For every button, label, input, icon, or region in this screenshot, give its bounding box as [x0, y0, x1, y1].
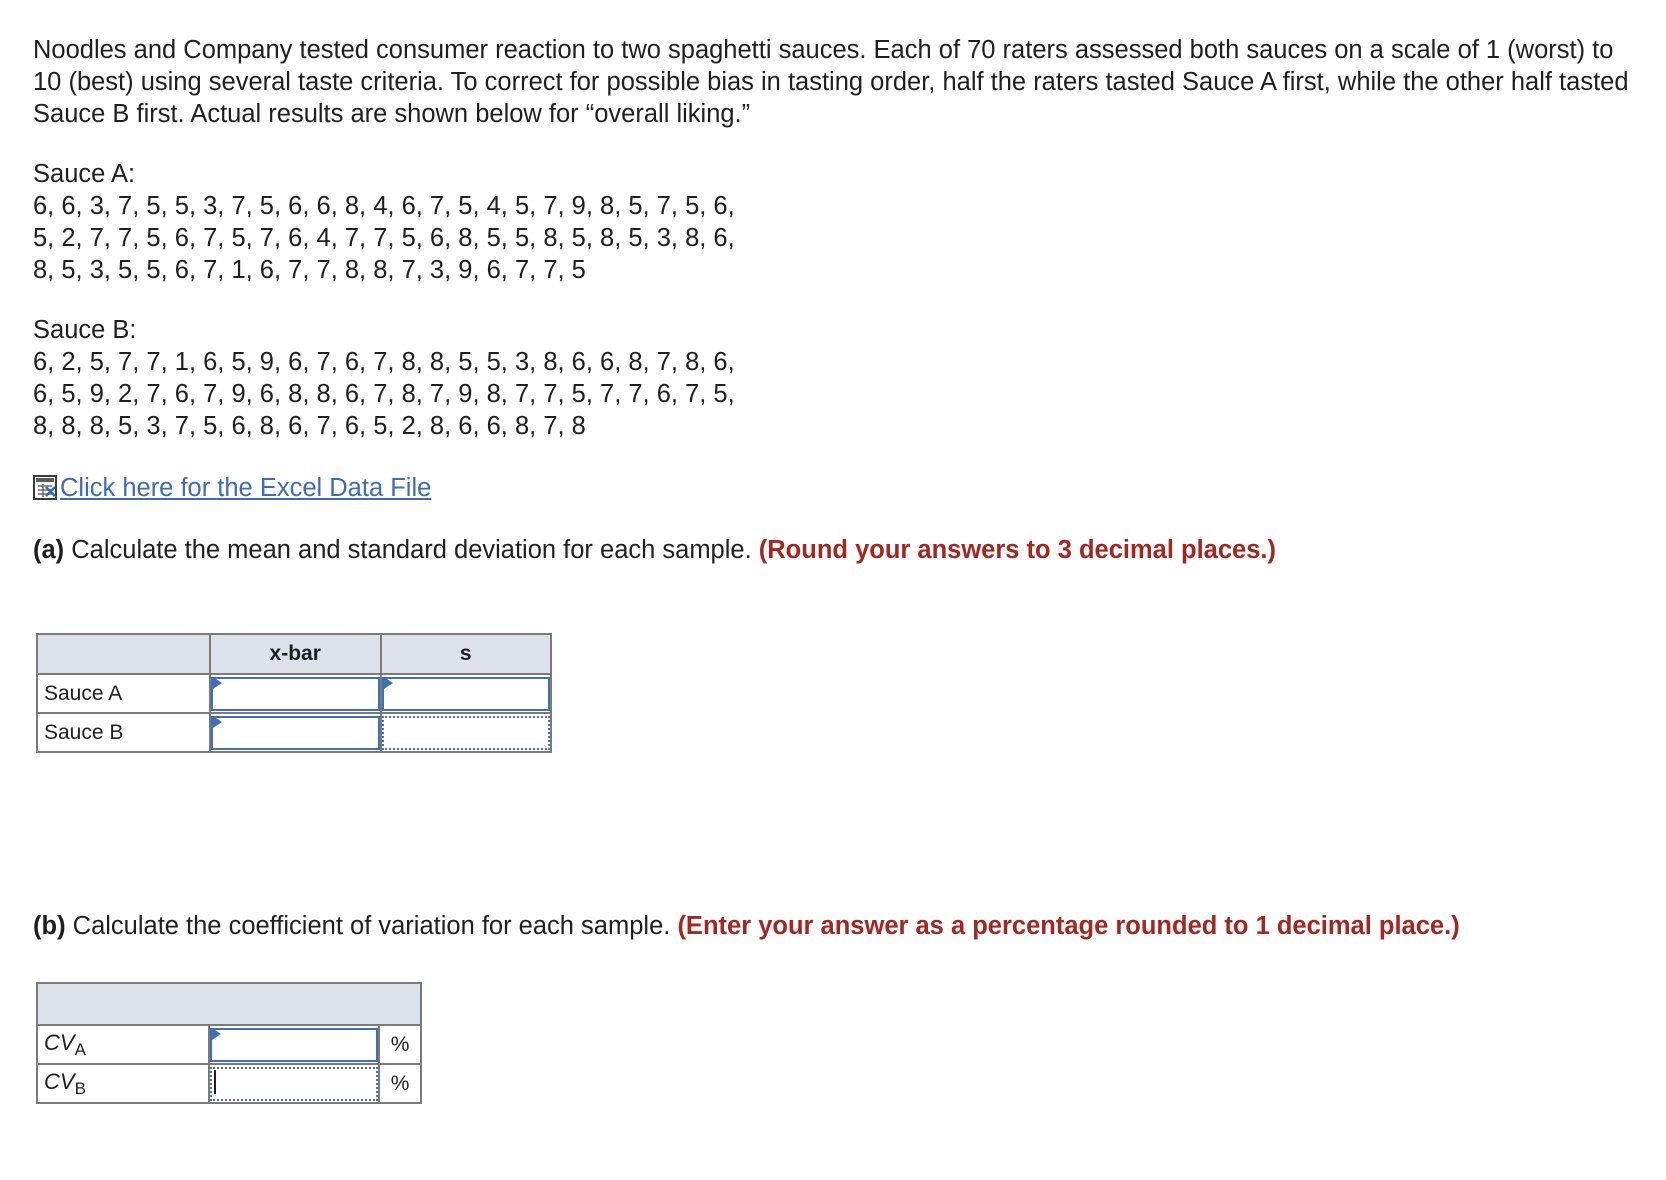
cv-a-cell	[209, 1025, 379, 1064]
excel-data-file-link[interactable]: Click here for the Excel Data File	[60, 473, 432, 502]
question-b-label: (b)	[33, 912, 66, 940]
cv-a-row-label	[37, 1025, 209, 1064]
cv-table-header	[37, 983, 421, 1025]
excel-data-file-link-row[interactable]	[33, 471, 1633, 505]
cv-b-subscript: B	[74, 1078, 86, 1098]
problem-intro: Noodles and Company tested consumer reaction to two spaghetti sauces. Each of 70 raters assessed both sauces on a scale of 1 (worst) to 10 (best) using several taste criteria. To correct for possible bias in tasting order, half the raters tasted Sauce A first, while the other half tasted Sauce B first. Actual results are shown below for “overall liking.”	[33, 36, 1629, 128]
sauce-a-s-cell	[381, 674, 551, 713]
sauce-b-line-2: 6, 5, 9, 2, 7, 6, 7, 9, 6, 8, 8, 6, 7, 8, 7, 9, 8, 7, 7, 5, 7, 7, 6, 7, 5,	[33, 380, 735, 408]
excel-file-icon[interactable]	[33, 475, 59, 501]
sauce-b-xbar-cell	[210, 713, 381, 752]
question-a-hint: (Round your answers to 3 decimal places.)	[758, 536, 1276, 564]
sauce-b-data	[33, 314, 1633, 442]
question-a	[33, 534, 1633, 566]
question-a-text: Calculate the mean and standard deviation for each sample.	[64, 536, 759, 564]
sauce-a-line-3: 8, 5, 3, 5, 5, 6, 7, 1, 6, 7, 7, 8, 8, 7, 3, 9, 6, 7, 7, 5	[33, 256, 586, 284]
mean-sd-table	[36, 633, 552, 753]
cv-b-cell	[209, 1064, 379, 1103]
sauce-b-s-input[interactable]	[382, 716, 550, 750]
s-column-header: s	[381, 634, 551, 674]
cv-a-input[interactable]	[210, 1028, 378, 1062]
cv-a-prefix: CV	[44, 1029, 75, 1055]
sauce-a-s-input[interactable]	[382, 677, 550, 711]
sauce-a-line-2: 5, 2, 7, 7, 5, 6, 7, 5, 7, 6, 4, 7, 7, 5, 6, 8, 5, 5, 8, 5, 8, 5, 3, 8, 6,	[33, 224, 735, 252]
sauce-a-row-label: Sauce A	[37, 674, 210, 713]
sauce-b-s-cell	[381, 713, 551, 752]
question-b-hint: (Enter your answer as a percentage rounded to 1 decimal place.)	[677, 912, 1460, 940]
cv-b-input[interactable]	[210, 1067, 378, 1101]
cv-a-percent-sign: %	[379, 1025, 421, 1064]
sauce-b-xbar-input[interactable]	[211, 716, 380, 750]
sauce-b-title: Sauce B:	[33, 316, 137, 344]
cv-a-subscript: A	[74, 1039, 86, 1059]
xbar-column-header: x-bar	[210, 634, 381, 674]
sauce-b-row-label: Sauce B	[37, 713, 210, 752]
sauce-b-line-3: 8, 8, 8, 5, 3, 7, 5, 6, 8, 6, 7, 6, 5, 2, 8, 6, 6, 8, 7, 8	[33, 412, 586, 440]
cv-b-percent-sign: %	[379, 1064, 421, 1103]
cv-b-row-label	[37, 1064, 209, 1103]
cv-b-prefix: CV	[44, 1068, 75, 1094]
question-a-label: (a)	[33, 536, 65, 564]
question-b-text: Calculate the coefficient of variation for each sample.	[65, 912, 678, 940]
text-cursor	[214, 1070, 216, 1094]
sauce-a-data	[33, 158, 1633, 286]
sauce-a-xbar-cell	[210, 674, 381, 713]
table-a-corner-header	[37, 634, 210, 674]
coefficient-of-variation-table	[36, 982, 422, 1104]
sauce-a-xbar-input[interactable]	[211, 677, 380, 711]
question-b	[33, 910, 1460, 942]
sauce-a-title: Sauce A:	[33, 160, 136, 188]
sauce-b-line-1: 6, 2, 5, 7, 7, 1, 6, 5, 9, 6, 7, 6, 7, 8, 8, 5, 5, 3, 8, 6, 6, 8, 7, 8, 6,	[33, 348, 735, 376]
sauce-a-line-1: 6, 6, 3, 7, 5, 5, 3, 7, 5, 6, 6, 8, 4, 6, 7, 5, 4, 5, 7, 9, 8, 5, 7, 5, 6,	[33, 192, 735, 220]
